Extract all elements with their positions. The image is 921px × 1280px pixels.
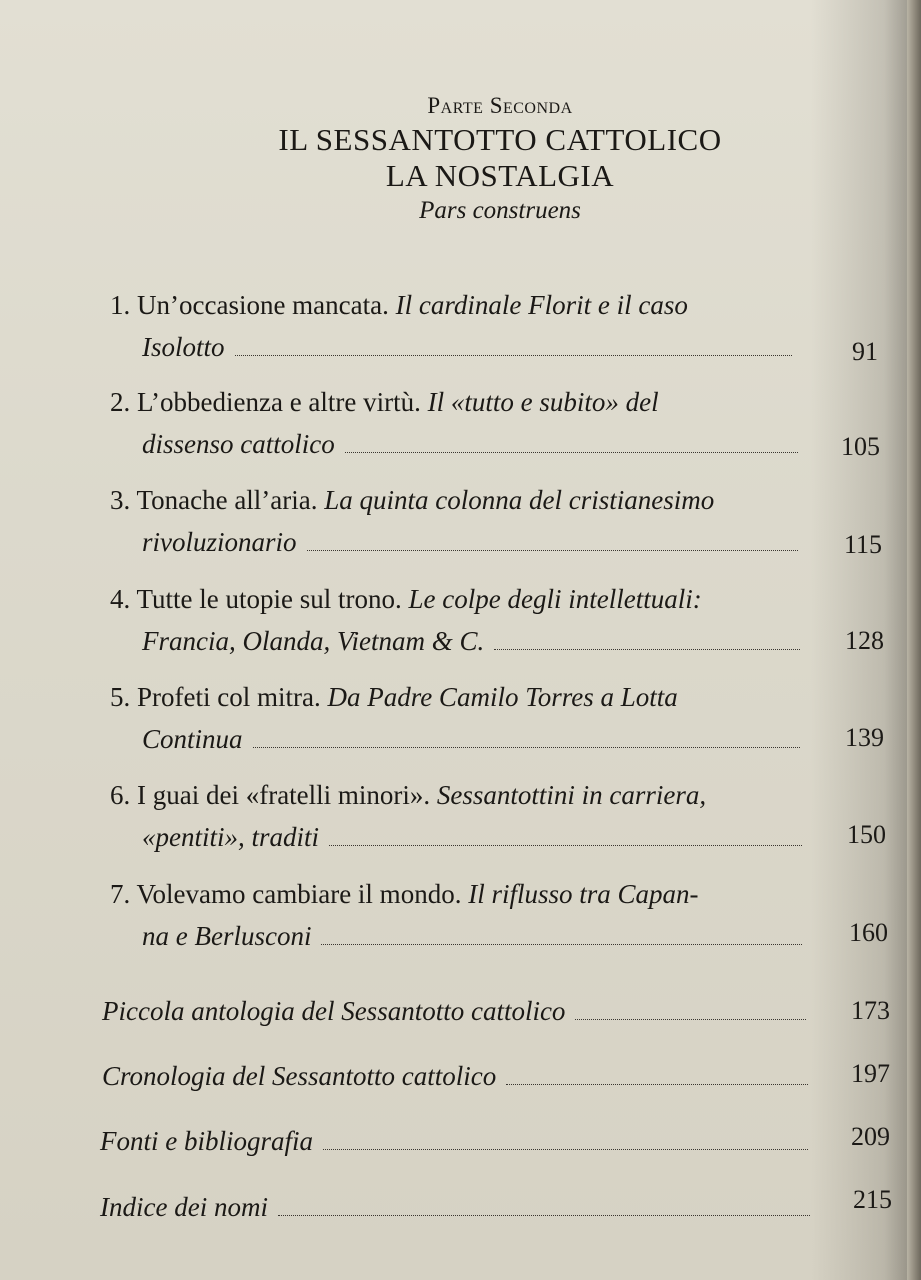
appendix-title: Piccola antologia del Sessantotto cattolico [102,996,566,1026]
dot-leader [494,648,800,650]
appendix-title: Fonti e bibliografia [100,1126,313,1156]
chapter-subtitle-line-1: Il riflusso tra Capan- [468,879,699,909]
chapter-subtitle-line-2: Isolotto [142,332,225,362]
chapter-subtitle-line-2: rivoluzionario [142,527,297,557]
chapter-title: I guai dei «fratelli minori». [137,780,431,810]
dot-leader [235,354,792,356]
toc-page-number: 139 [845,723,884,752]
chapter-subtitle-line-2: «pentiti», traditi [142,822,320,852]
toc-page-number: 173 [851,996,890,1025]
dot-leader [575,1018,806,1020]
chapter-number: 4. [110,584,131,614]
chapter-subtitle-line-1: Le colpe degli intellettuali: [408,584,702,614]
chapter-number: 7. [110,879,131,909]
appendix-title: Cronologia del Sessantotto cattolico [102,1061,497,1091]
toc-page-number: 150 [847,820,886,849]
toc-chapter-4 [110,578,808,662]
toc-page-number: 91 [852,337,878,366]
chapter-subtitle-line-2: Continua [142,724,243,754]
dot-leader [345,451,798,453]
chapter-subtitle-line-1: Il «tutto e subito» del [427,387,659,417]
toc-page-number: 128 [845,626,884,655]
toc-chapter-3 [110,479,806,563]
toc-appendix-1 [102,996,814,1027]
part-subtitle: Pars construens [419,197,581,224]
chapter-number: 3. [110,485,131,515]
chapter-number: 2. [110,387,131,417]
chapter-title: Volevamo cambiare il mondo. [136,879,462,909]
chapter-subtitle-line-2: dissenso cattolico [142,429,335,459]
part-title-line-2: LA NOSTALGIA [385,158,615,193]
chapter-title: L’obbedienza e altre virtù. [137,387,421,417]
dot-leader [329,844,802,846]
dot-leader [506,1083,808,1085]
toc-page-number: 160 [849,918,888,947]
dot-leader [253,746,800,748]
toc-appendix-2 [102,1061,816,1092]
chapter-number: 6. [110,780,131,810]
toc-page-number: 115 [843,530,882,559]
chapter-subtitle-line-1: Il cardinale Florit e il caso [395,290,688,320]
toc-page-number: 105 [841,432,880,461]
chapter-subtitle-line-1: La quinta colonna del cristianesimo [324,485,715,515]
dot-leader [323,1148,808,1150]
toc-appendix-3 [100,1126,816,1157]
appendix-title: Indice dei nomi [100,1192,268,1222]
dot-leader [321,943,802,945]
chapter-title: Tutte le utopie sul trono. [136,584,402,614]
dot-leader [278,1214,810,1216]
toc-page-number: 197 [851,1059,890,1088]
chapter-subtitle-line-2: Francia, Olanda, Vietnam & C. [142,626,485,656]
toc-chapter-7 [110,873,810,957]
part-label: Parte Seconda [427,93,573,118]
chapter-title: Un’occasione mancata. [137,290,389,320]
chapter-title: Tonache all’aria. [136,485,318,515]
chapter-title: Profeti col mitra. [137,682,321,712]
toc-chapter-1 [110,284,800,368]
part-title-line-1: IL SESSANTOTTO CATTOLICO [278,122,722,157]
chapter-subtitle-line-1: Da Padre Camilo Torres a Lotta [327,682,678,712]
chapter-number: 1. [110,290,131,320]
toc-chapter-5 [110,676,808,760]
chapter-subtitle-line-2: na e Berlusconi [142,921,312,951]
toc-page-number: 215 [853,1185,892,1214]
toc-appendix-4 [100,1192,818,1223]
toc-page-number: 209 [851,1122,890,1151]
toc-chapter-6 [110,774,810,858]
chapter-subtitle-line-1: Sessantottini in carriera, [436,780,707,810]
dot-leader [307,549,798,551]
toc-chapter-2 [110,381,806,465]
chapter-number: 5. [110,682,131,712]
